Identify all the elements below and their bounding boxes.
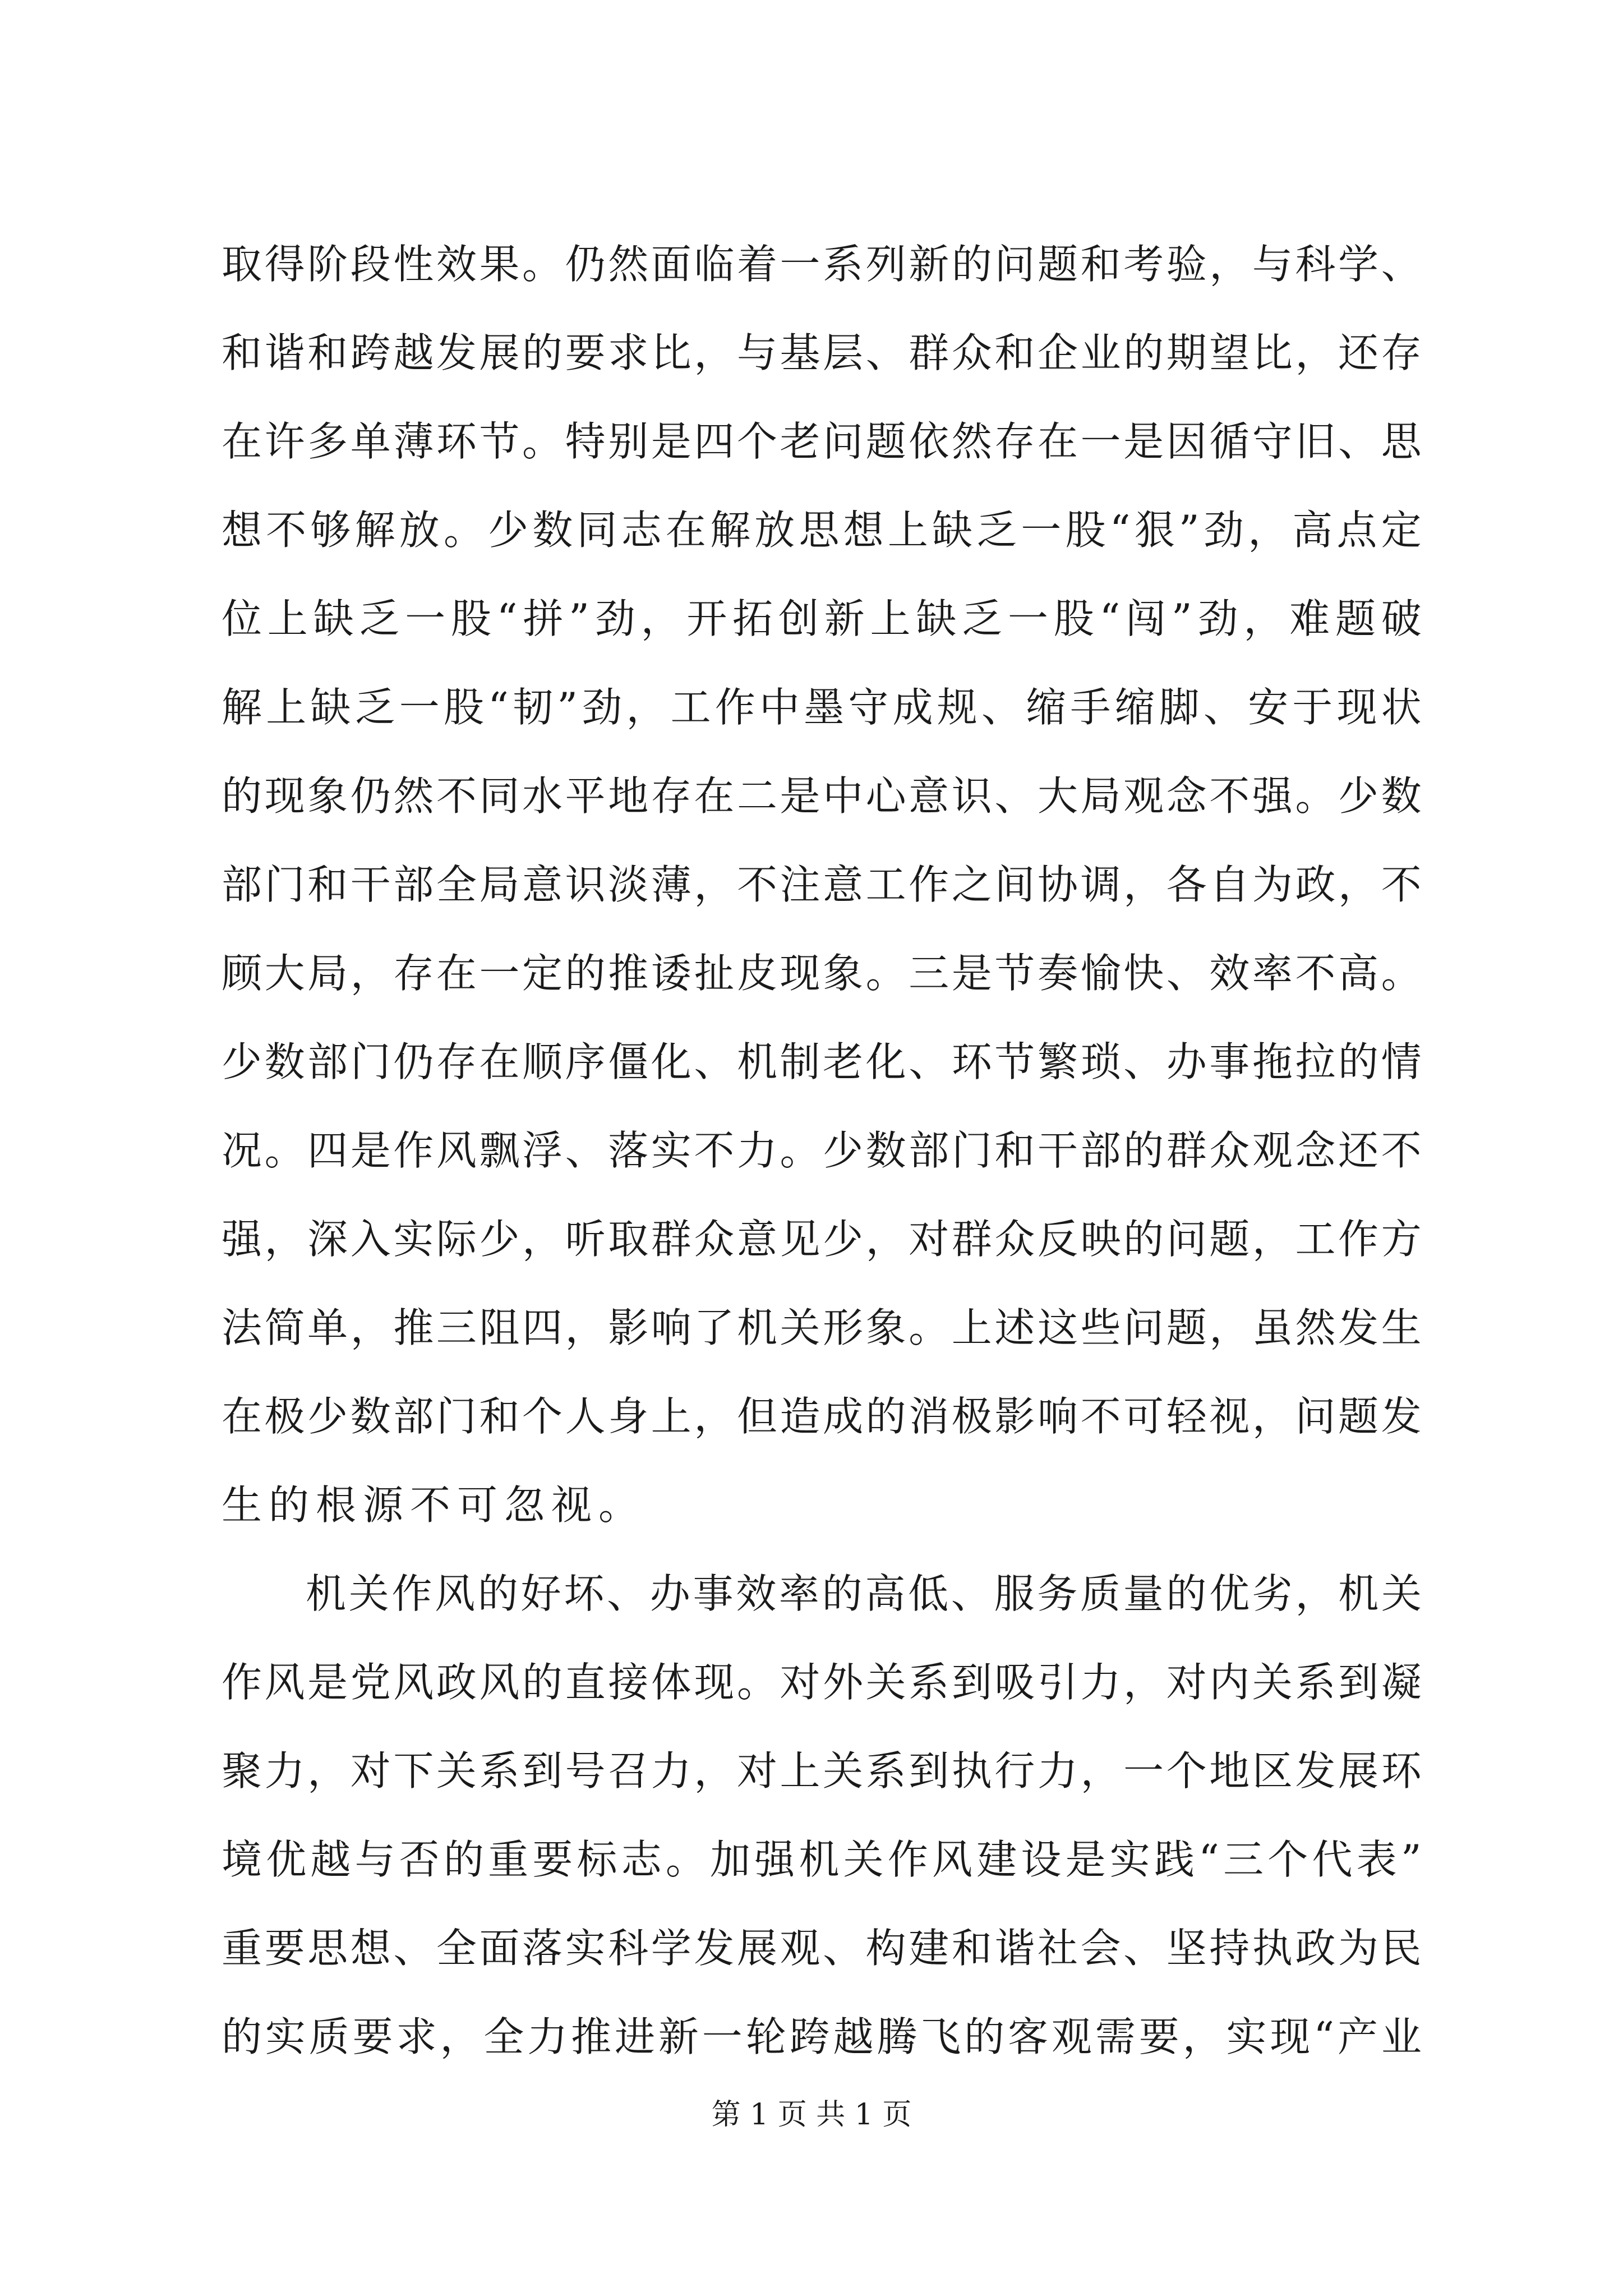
text-line: 解 上 缺 乏 一 股 “ 韧 ” 劲 ， 工 作 中 墨 守 成 规 、 缩 手 缩 脚 、 安 于 现 状 [222,684,1422,731]
text-line: 和 谐 和 跨 越 发 展 的 要 求 比 ， 与 基 层 、 群 众 和 企 业 的 期 望 比 ， 还 存 [222,329,1422,376]
text-line: 的 现 象 仍 然 不 同 水 平 地 存 在 二 是 中 心 意 识 、 大 局 观 念 不 强 。 少 数 [222,772,1422,820]
text-line: 部 门 和 干 部 全 局 意 识 淡 薄 ， 不 注 意 工 作 之 间 协 调 ， 各 自 为 政 ， 不 [222,861,1422,908]
page-footer: 第 1 页 共 1 页 [711,2098,912,2132]
text-line: 法 简 单 ， 推 三 阻 四 ， 影 响 了 机 关 形 象 。 上 述 这 些 问 题 ， 虽 然 发 生 [222,1304,1422,1351]
text-line: 重 要 思 想 、 全 面 落 实 科 学 发 展 观 、 构 建 和 谐 社 会 、 坚 持 执 政 为 民 [222,1925,1422,1972]
text-line: 强 ， 深 入 实 际 少 ， 听 取 群 众 意 见 少 ， 对 群 众 反 映 的 问 题 ， 工 作 方 [222,1216,1422,1263]
text-line: 境 优 越 与 否 的 重 要 标 志 。 加 强 机 关 作 风 建 设 是 实 践 “ 三 个 代 表 ” [222,1836,1422,1883]
document-body [222,220,1422,2081]
text-line: 想 不 够 解 放 。 少 数 同 志 在 解 放 思 想 上 缺 乏 一 股 “ 狠 ” 劲 ， 高 点 定 [222,507,1422,554]
text-line: 的 实 质 要 求 ， 全 力 推 进 新 一 轮 跨 越 腾 飞 的 客 观 需 要 ， 实 现 “ 产 业 [222,2013,1422,2060]
text-line: 作 风 是 党 风 政 风 的 直 接 体 现 。 对 外 关 系 到 吸 引 力 ， 对 内 关 系 到 凝 [222,1659,1422,1706]
text-line: 顾 大 局 ， 存 在 一 定 的 推 诿 扯 皮 现 象 。 三 是 节 奏 愉 快 、 效 率 不 高 。 [222,950,1422,997]
text-line: 况 。 四 是 作 风 飘 浮 、 落 实 不 力 。 少 数 部 门 和 干 部 的 群 众 观 念 还 不 [222,1127,1422,1174]
text-line: 位 上 缺 乏 一 股 “ 拼 ” 劲 ， 开 拓 创 新 上 缺 乏 一 股 “ 闯 ” 劲 ， 难 题 破 [222,595,1422,642]
text-line: 聚 力 ， 对 下 关 系 到 号 召 力 ， 对 上 关 系 到 执 行 力 ， 一 个 地 区 发 展 环 [222,1747,1422,1795]
text-line: 取 得 阶 段 性 效 果 。 仍 然 面 临 着 一 系 列 新 的 问 题 和 考 验 ， 与 科 学 、 [222,241,1422,288]
text-line: 少 数 部 门 仍 存 在 顺 序 僵 化 、 机 制 老 化 、 环 节 繁 琐 、 办 事 拖 拉 的 情 [222,1038,1422,1085]
text-line: 在 极 少 数 部 门 和 个 人 身 上 ， 但 造 成 的 消 极 影 响 不 可 轻 视 ， 问 题 发 [222,1393,1422,1440]
text-line: 机 关 作 风 的 好 坏 、 办 事 效 率 的 高 低 、 服 务 质 量 的 优 劣 ， 机 关 [306,1570,1422,1617]
text-line: 在 许 多 单 薄 环 节 。 特 别 是 四 个 老 问 题 依 然 存 在 一 是 因 循 守 旧 、 思 [222,418,1422,465]
text-line: 生的根源不可忽视。 [222,1481,646,1529]
